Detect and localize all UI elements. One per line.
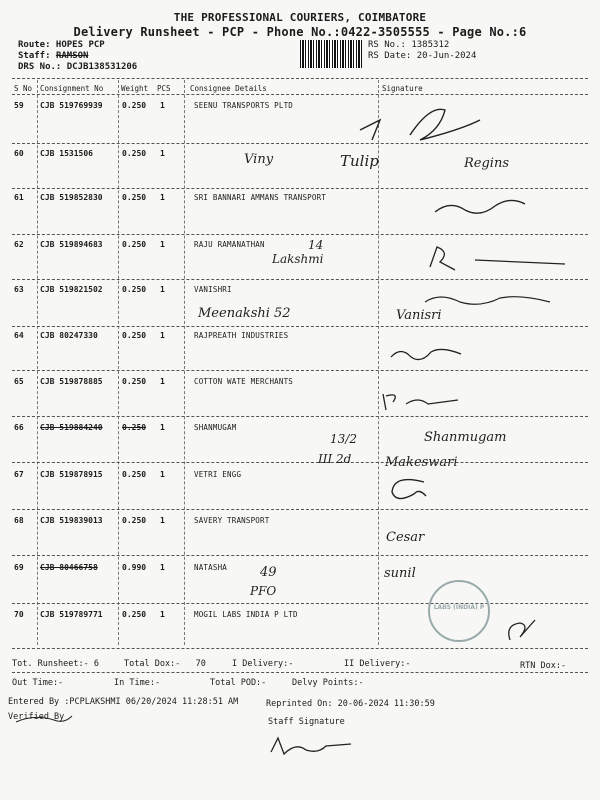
row-rule bbox=[12, 370, 588, 371]
footer-rule bbox=[12, 672, 588, 673]
col-consignee: Consignee Details bbox=[190, 84, 267, 93]
row-sno: 60 bbox=[14, 149, 24, 158]
row-sno: 65 bbox=[14, 377, 24, 386]
route-label: Route: HOPES PCP bbox=[18, 40, 105, 50]
row-consignee: COTTON WATE MERCHANTS bbox=[194, 377, 294, 386]
i-delivery: I Delivery:- bbox=[232, 659, 294, 669]
row-sno: 70 bbox=[14, 610, 24, 619]
table-row bbox=[0, 470, 600, 518]
staff-line bbox=[18, 51, 88, 61]
row-rule bbox=[12, 509, 588, 510]
table-row bbox=[0, 331, 600, 379]
row-consignee: NATASHA bbox=[194, 563, 228, 572]
in-time: In Time:- bbox=[114, 678, 161, 688]
handwriting-note: Shanmugam bbox=[424, 430, 507, 445]
handwriting-note: 49 bbox=[260, 565, 277, 580]
row-consignee: SAVERY TRANSPORT bbox=[194, 516, 270, 525]
total-dox: Total Dox:- 70 bbox=[124, 659, 206, 669]
row-consignee: VANISHRI bbox=[194, 285, 232, 294]
row-pcs: 1 bbox=[160, 516, 165, 525]
row-consignment: CJB 519878885 bbox=[40, 377, 103, 386]
header-rule bbox=[12, 94, 588, 95]
row-weight: 0.250 bbox=[122, 516, 147, 525]
rs-date: RS Date: 20-Jun-2024 bbox=[368, 51, 477, 61]
row-sno: 68 bbox=[14, 516, 24, 525]
signature-scribble bbox=[500, 615, 540, 645]
row-consignment: CJB 80466758 bbox=[40, 563, 98, 572]
col-consignment: Consignment No bbox=[40, 84, 104, 93]
table-row bbox=[0, 377, 600, 425]
row-weight: 0.250 bbox=[122, 285, 147, 294]
table-row bbox=[0, 423, 600, 471]
runsheet-title: Delivery Runsheet - PCP - Phone No.:0422-3505555 - Page No.:6 bbox=[73, 25, 527, 39]
row-sno: 64 bbox=[14, 331, 24, 340]
row-consignment: CJB 80247330 bbox=[40, 331, 98, 340]
row-sno: 69 bbox=[14, 563, 24, 572]
row-consignee: VETRI ENGG bbox=[194, 470, 242, 479]
row-consignee: RAJPREATH INDUSTRIES bbox=[194, 331, 289, 340]
row-pcs: 1 bbox=[160, 563, 165, 572]
row-consignee: SRI BANNARI AMMANS TRANSPORT bbox=[194, 193, 327, 202]
handwriting-note: Cesar bbox=[386, 530, 425, 545]
col-signature: Signature bbox=[382, 84, 423, 93]
handwriting-note: Viny bbox=[244, 152, 274, 167]
row-sno: 59 bbox=[14, 101, 24, 110]
handwriting-note: PFO bbox=[250, 584, 277, 598]
row-pcs: 1 bbox=[160, 377, 165, 386]
row-rule bbox=[12, 234, 588, 235]
row-weight: 0.250 bbox=[122, 423, 147, 432]
row-consignee: RAJU RAMANATHAN bbox=[194, 240, 265, 249]
row-weight: 0.250 bbox=[122, 193, 147, 202]
row-consignee: MOGIL LABS INDIA P LTD bbox=[194, 610, 298, 619]
signature-scribble bbox=[350, 100, 500, 150]
row-sno: 61 bbox=[14, 193, 24, 202]
row-consignment: CJB 519878915 bbox=[40, 470, 103, 479]
handwriting-note: Meenakshi 52 bbox=[198, 306, 291, 321]
barcode bbox=[300, 40, 362, 68]
row-rule bbox=[12, 603, 588, 604]
row-pcs: 1 bbox=[160, 470, 165, 479]
row-weight: 0.250 bbox=[122, 377, 147, 386]
row-weight: 0.990 bbox=[122, 563, 147, 572]
drs-number: DRS No.: DCJB138531206 bbox=[18, 62, 138, 72]
row-sno: 63 bbox=[14, 285, 24, 294]
delvy-points: Delvy Points:- bbox=[292, 678, 364, 688]
handwriting-note: Regins bbox=[464, 156, 510, 171]
staff-name: RAMSON bbox=[55, 51, 89, 61]
handwriting-note: 14 bbox=[308, 238, 324, 252]
row-consignment: CJB 1531506 bbox=[40, 149, 93, 158]
signature-scribble bbox=[384, 474, 434, 506]
handwriting-note: Vanisri bbox=[396, 308, 442, 323]
table-row bbox=[0, 101, 600, 149]
row-sno: 66 bbox=[14, 423, 24, 432]
row-pcs: 1 bbox=[160, 610, 165, 619]
row-consignee: SHANMUGAM bbox=[194, 423, 237, 432]
signature-scribble bbox=[266, 732, 356, 760]
signature-scribble bbox=[14, 712, 74, 728]
row-consignment: CJB 519789771 bbox=[40, 610, 103, 619]
handwriting-note: Lakshmi bbox=[272, 252, 324, 266]
handwriting-note: Makeswari bbox=[385, 455, 458, 470]
row-weight: 0.250 bbox=[122, 470, 147, 479]
col-pcs: PCS bbox=[157, 84, 171, 93]
row-pcs: 1 bbox=[160, 149, 165, 158]
row-sno: 67 bbox=[14, 470, 24, 479]
row-pcs: 1 bbox=[160, 240, 165, 249]
row-pcs: 1 bbox=[160, 423, 165, 432]
ii-delivery: II Delivery:- bbox=[344, 659, 411, 669]
row-weight: 0.250 bbox=[122, 101, 147, 110]
total-pod: Total POD:- bbox=[210, 678, 267, 688]
reprinted-on: Reprinted On: 20-06-2024 11:30:59 bbox=[266, 699, 435, 709]
row-consignment: CJB 519884240 bbox=[40, 423, 103, 432]
signature-scribble bbox=[430, 192, 530, 224]
row-weight: 0.250 bbox=[122, 240, 147, 249]
col-weight: Weight bbox=[121, 84, 149, 93]
row-rule bbox=[12, 326, 588, 327]
handwriting-note: 13/2 bbox=[330, 432, 357, 446]
signature-scribble bbox=[386, 342, 466, 368]
staff-signature-label: Staff Signature bbox=[268, 717, 345, 727]
staff-label: Staff: bbox=[18, 51, 51, 61]
row-consignment: CJB 519821502 bbox=[40, 285, 103, 294]
row-pcs: 1 bbox=[160, 101, 165, 110]
row-weight: 0.250 bbox=[122, 149, 147, 158]
row-rule bbox=[12, 143, 588, 144]
row-rule bbox=[12, 279, 588, 280]
handwriting-note: III 2d bbox=[318, 452, 352, 466]
row-rule bbox=[12, 462, 588, 463]
row-rule bbox=[12, 555, 588, 556]
row-pcs: 1 bbox=[160, 331, 165, 340]
verified-by: Verified By bbox=[8, 712, 65, 722]
entered-by: Entered By :PCPLAKSHMI 06/20/2024 11:28:51 AM bbox=[8, 697, 239, 707]
out-time: Out Time:- bbox=[12, 678, 64, 688]
col-sno: S No bbox=[14, 84, 33, 93]
row-consignee: SEENU TRANSPORTS PLTD bbox=[194, 101, 294, 110]
row-weight: 0.250 bbox=[122, 331, 147, 340]
signature-scribble bbox=[420, 290, 560, 310]
company-stamp: LABS (INDIA) P bbox=[428, 580, 490, 642]
row-consignment: CJB 519894683 bbox=[40, 240, 103, 249]
row-consignment: CJB 519769939 bbox=[40, 101, 103, 110]
signature-scribble bbox=[378, 384, 468, 414]
row-pcs: 1 bbox=[160, 285, 165, 294]
handwriting-note: sunil bbox=[384, 566, 416, 581]
total-runsheet: Tot. Runsheet:- 6 bbox=[12, 659, 99, 669]
table-top-rule bbox=[12, 78, 588, 79]
handwriting-note: Tulip bbox=[340, 152, 379, 170]
table-row bbox=[0, 149, 600, 197]
row-consignment: CJB 519852830 bbox=[40, 193, 103, 202]
row-consignment: CJB 519839013 bbox=[40, 516, 103, 525]
row-pcs: 1 bbox=[160, 193, 165, 202]
table-row bbox=[0, 516, 600, 564]
row-rule bbox=[12, 188, 588, 189]
row-rule bbox=[12, 416, 588, 417]
signature-scribble bbox=[425, 242, 575, 276]
company-title: THE PROFESSIONAL COURIERS, COIMBATORE bbox=[173, 11, 427, 24]
rtn-dox: RTN Dox:- bbox=[520, 661, 567, 671]
rs-number: RS No.: 1385312 bbox=[368, 40, 450, 50]
row-sno: 62 bbox=[14, 240, 24, 249]
row-weight: 0.250 bbox=[122, 610, 147, 619]
row-rule bbox=[12, 648, 588, 649]
